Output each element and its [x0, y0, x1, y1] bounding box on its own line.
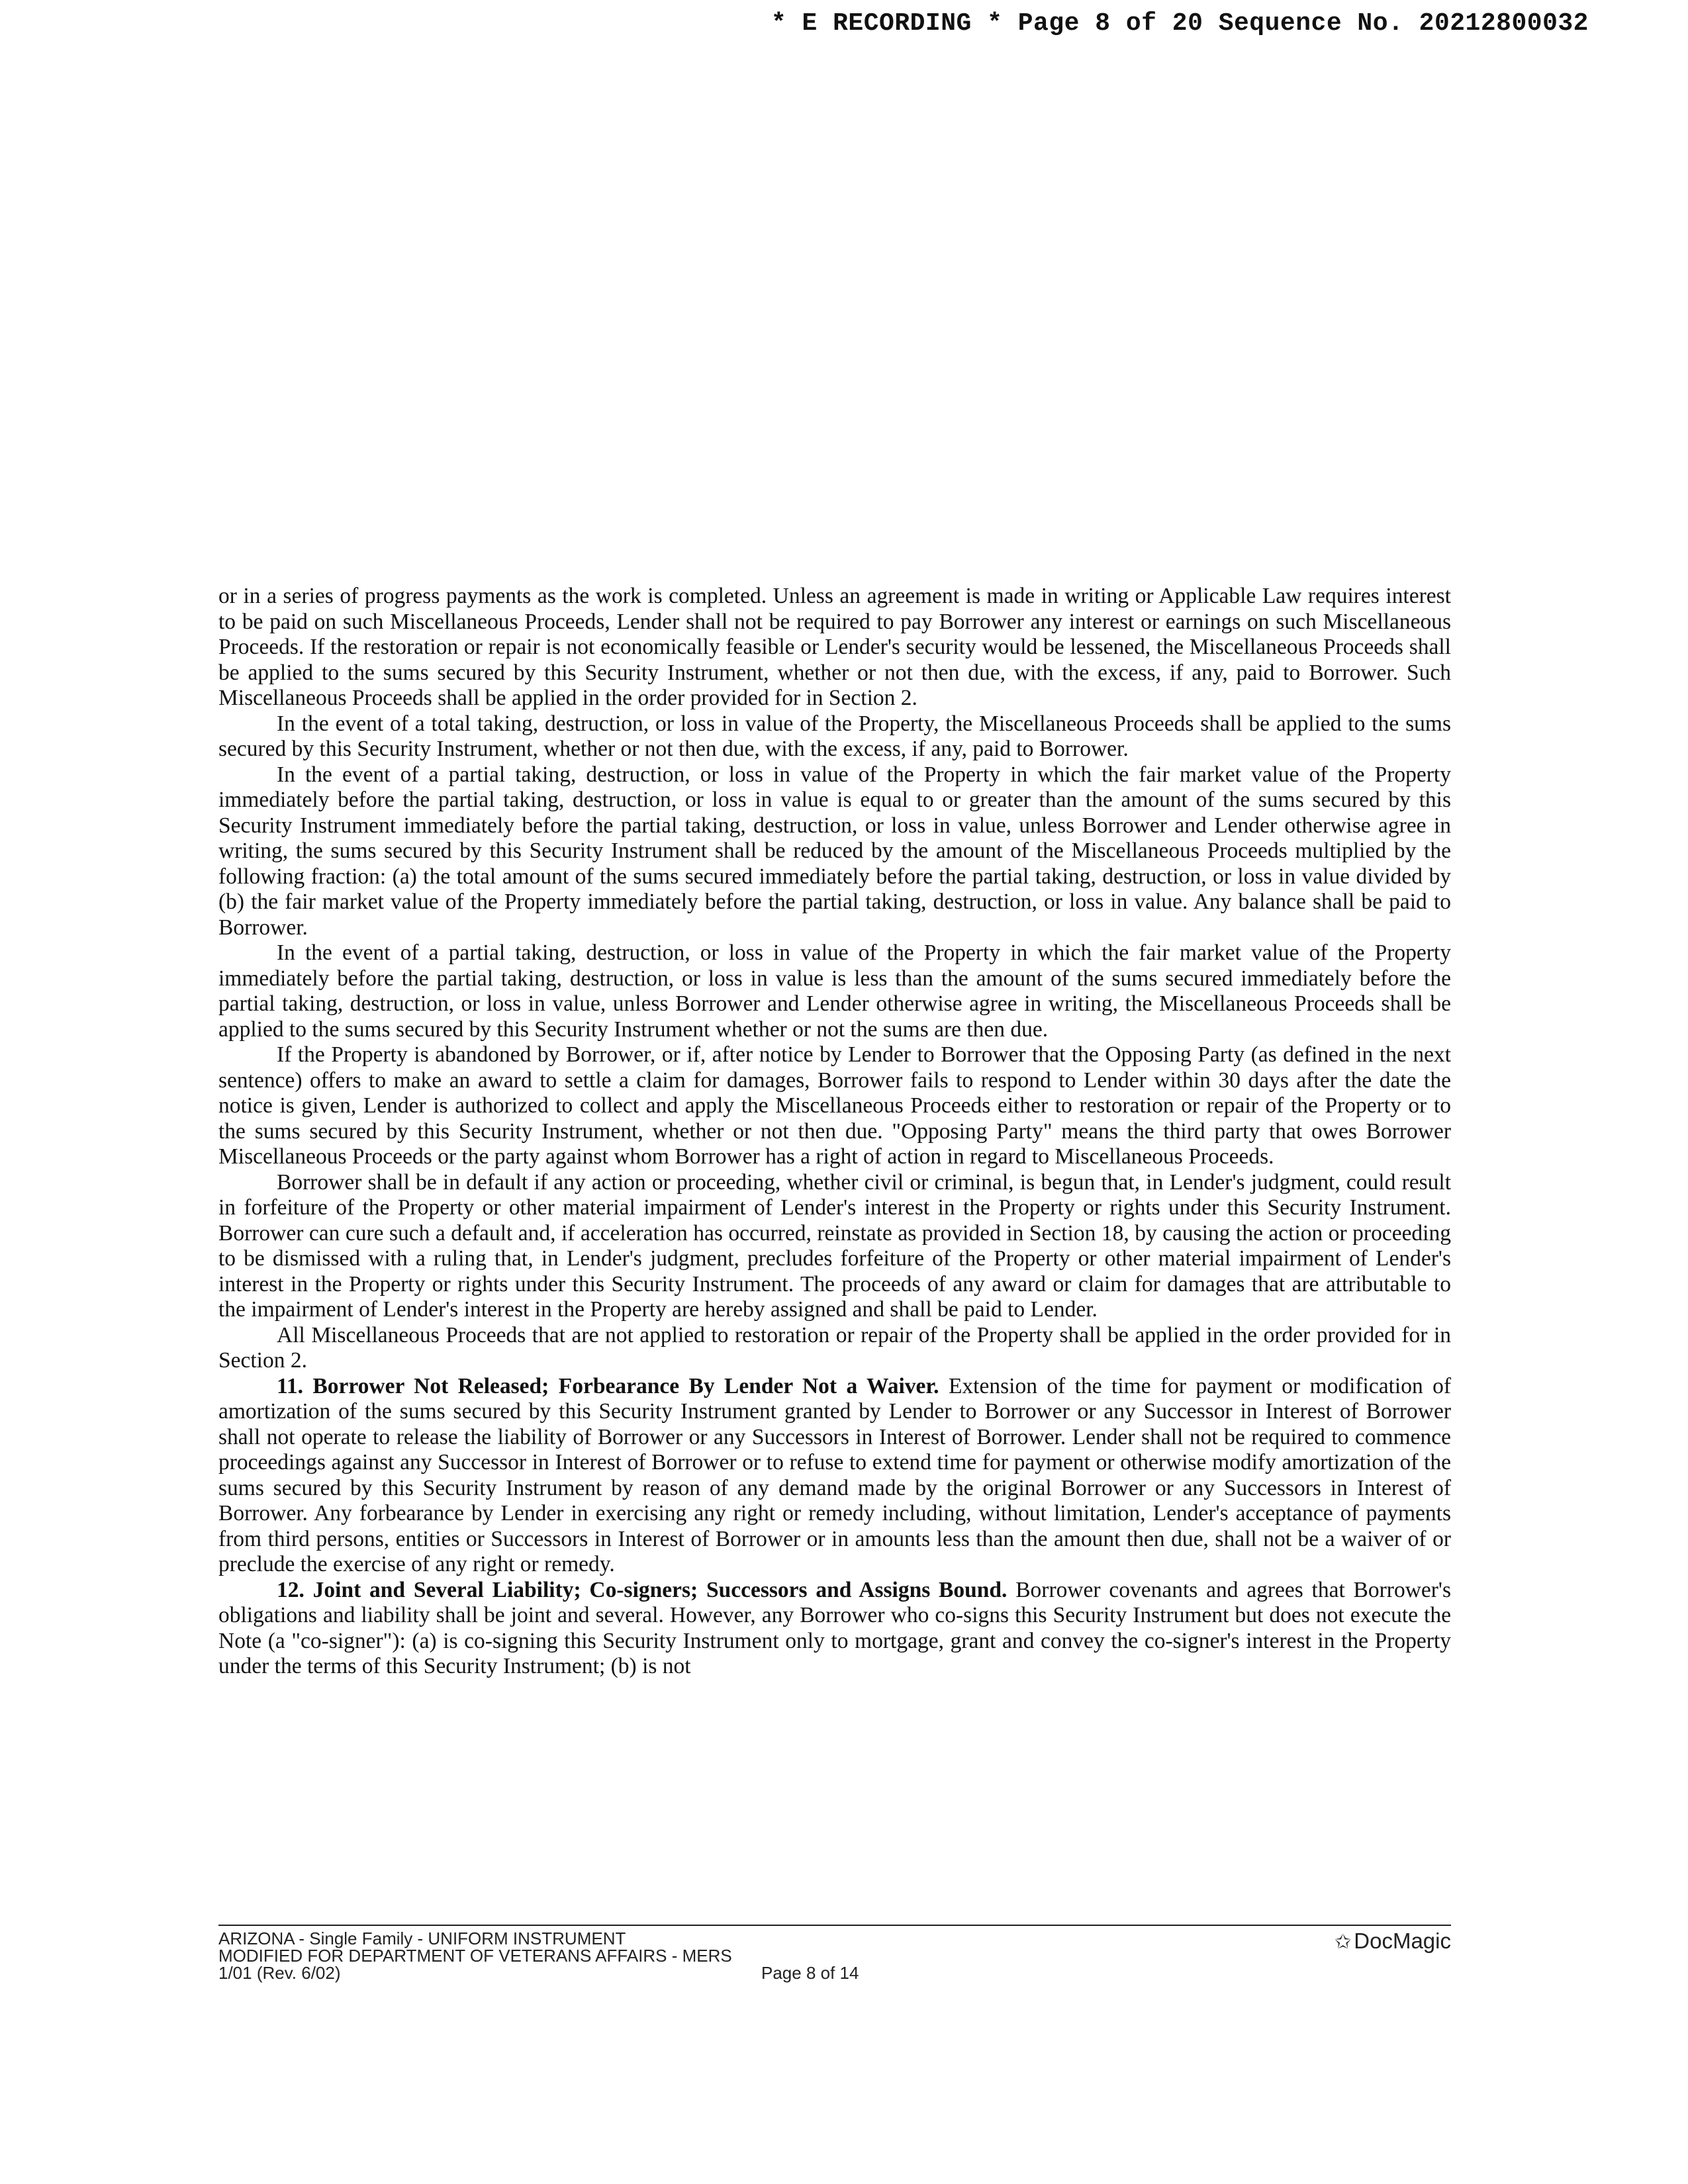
section-11-text: Extension of the time for payment or modification of amortization of the sums secured by this Security Instrument granted by Lender to Borrower or any Successor in Interest of Borrower shall not operate to release the liability of Borrower or any Successors in Interest of Borrower. Lender shall not be required to commence proceedings against any Successor in Interest of Borrower or to refuse to extend time for payment or otherwise modify amortization of the sums secured by this Security Instrument by reason of any demand made by the original Borrower or any Successors in Interest of Borrower. Any forbearance by Lender in exercising any right or remedy including, without limitation, Lender's acceptance of payments from third persons, entities or Successors in Interest of Borrower or in amounts less than the amount then due, shall not be a waiver of or preclude the exercise of any right or remedy.: [218, 1373, 1452, 1576]
paragraph-partial-taking-greater: In the event of a partial taking, destruction, or loss in value of the Property in which the fair market value of the Property immediately before the partial taking, destruction, or loss in value is equal to or greater than the amount of the sums secured by this Security Instrument immediately before the partial taking, destruction, or loss in value, unless Borrower and Lender otherwise agree in writing, the sums secured by this Security Instrument shall be reduced by the amount of the Miscellaneous Proceeds multiplied by the following fraction: (a) the total amount of the sums secured immediately before the partial taking, destruction, or loss in value divided by (b) the fair market value of the Property immediately before the partial taking, destruction, or loss in value. Any balance shall be paid to Borrower.: [218, 762, 1451, 940]
page-footer: [218, 1925, 1451, 1981]
footer-form-revision: 1/01 (Rev. 6/02): [218, 1963, 341, 1983]
footer-page-number: Page 8 of 14: [761, 1963, 859, 1983]
paragraph-default: Borrower shall be in default if any action or proceeding, whether civil or criminal, is begun that, in Lender's judgment, could result in forfeiture of the Property or other material impairment of Lender's interest in the Property or rights under this Security Instrument. Borrower can cure such a default and, if acceleration has occurred, reinstate as provided in Section 18, by causing the action or proceeding to be dismissed with a ruling that, in Lender's judgment, precludes forfeiture of the Property or other material impairment of Lender's interest in the Property or rights under this Security Instrument. The proceeds of any award or claim for damages that are attributable to the impairment of Lender's interest in the Property are hereby assigned and shall be paid to Lender.: [218, 1169, 1451, 1322]
star-icon: ✩: [1335, 1931, 1352, 1953]
paragraph-total-taking: In the event of a total taking, destruction, or loss in value of the Property, the Miscellaneous Proceeds shall be applied to the sums secured by this Security Instrument, whether or not then due, with the excess, if any, paid to Borrower.: [218, 711, 1451, 761]
section-12: [218, 1578, 1451, 1680]
docmagic-logo: [1335, 1930, 1451, 1954]
footer-form-subtitle: MODIFIED FOR DEPARTMENT OF VETERANS AFFAIRS - MERS: [218, 1946, 732, 1966]
paragraph-abandonment: If the Property is abandoned by Borrower, or if, after notice by Lender to Borrower that the Opposing Party (as defined in the next sentence) offers to make an award to settle a claim for damages, Borrower fails to respond to Lender within 30 days after the date the notice is given, Lender is authorized to collect and apply the Miscellaneous Proceeds either to restoration or repair of the Property or to the sums secured by this Security Instrument, whether or not then due. "Opposing Party" means the third party that owes Borrower Miscellaneous Proceeds or the party against whom Borrower has a right of action in regard to Miscellaneous Proceeds.: [218, 1042, 1451, 1169]
footer-form-title: ARIZONA - Single Family - UNIFORM INSTRUMENT: [218, 1929, 626, 1948]
paragraph-continuation: or in a series of progress payments as the work is completed. Unless an agreement is made in writing or Applicable Law requires interest to be paid on such Miscellaneous Proceeds, Lender shall not be required to pay Borrower any interest or earnings on such Miscellaneous Proceeds. If the restoration or repair is not economically feasible or Lender's security would be lessened, the Miscellaneous Proceeds shall be applied to the sums secured by this Security Instrument, whether or not then due, with the excess, if any, paid to Borrower. Such Miscellaneous Proceeds shall be applied in the order provided for in Section 2.: [218, 584, 1451, 710]
docmagic-logo-text: DocMagic: [1354, 1929, 1451, 1953]
section-12-text: Borrower covenants and agrees that Borrower's obligations and liability shall be joint and several. However, any Borrower who co-signs this Security Instrument but does not execute the Note (a "co-signer"): (a) is co-signing this Security Instrument only to mortgage, grant and convey the co-signer's interest in the Property under the terms of this Security Instrument; (b) is not: [218, 1577, 1452, 1678]
section-12-heading: 12. Joint and Several Liability; Co-signers; Successors and Assigns Bound.: [277, 1577, 1008, 1602]
recording-header: * E RECORDING * Page 8 of 20 Sequence No. 20212800032: [771, 9, 1589, 38]
document-body: [218, 584, 1451, 1680]
section-11-heading: 11. Borrower Not Released; Forbearance By Lender Not a Waiver.: [277, 1373, 939, 1398]
section-11: [218, 1374, 1451, 1578]
paragraph-partial-taking-less: In the event of a partial taking, destruction, or loss in value of the Property in which the fair market value of the Property immediately before the partial taking, destruction, or loss in value is less than the amount of the sums secured immediately before the partial taking, destruction, or loss in value, unless Borrower and Lender otherwise agree in writing, the Miscellaneous Proceeds shall be applied to the sums secured by this Security Instrument whether or not the sums are then due.: [218, 940, 1451, 1042]
paragraph-unapplied-proceeds: All Miscellaneous Proceeds that are not applied to restoration or repair of the Property shall be applied in the order provided for in Section 2.: [218, 1322, 1451, 1373]
